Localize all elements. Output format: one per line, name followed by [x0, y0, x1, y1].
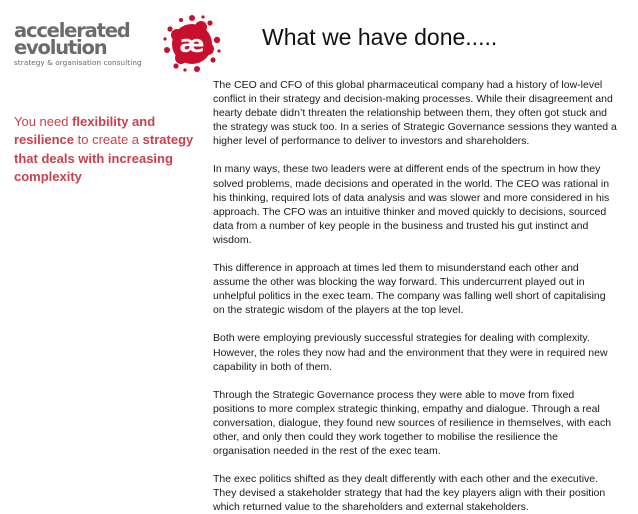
tagline-text-1: You need	[14, 114, 73, 129]
case-study-body	[213, 78, 617, 514]
logo-wordmark-line1: accelerated	[14, 19, 130, 42]
logo-wordmark-line2: evolution	[14, 36, 107, 59]
emblem-glyph: æ	[179, 30, 205, 58]
tagline-emphasis-2: strategy that deals with increasing complexity	[14, 132, 194, 184]
logo-tagline: strategy & organisation consulting	[14, 58, 142, 67]
tagline-emphasis-1: flexibility and resilience	[14, 114, 156, 148]
paragraph: The CEO and CFO of this global pharmaceutical company had a history of low-level conflict in their strategy and decision-making processes. While their disagreement and hearty debate didn’t threaten the relationship between them, they often got stuck and the strategy was stuck too. In a series of Strategic Governance sessions they wanted a higher level of performance to deliver to investors and shareholders.	[213, 79, 617, 148]
paragraph: Both were employing previously successful strategies for dealing with complexity. However, the roles they now had and the environment that they were in required new capability in both of them.	[213, 332, 608, 373]
page-title: What we have done.....	[262, 24, 498, 50]
paragraph: In many ways, these two leaders were at different ends of the spectrum in how they solved problems, made decisions and operated in the world. The CEO was rational in his thinking, required lots of data analysis and was slower and more considered in his approach. The CFO was an intuitive thinker and moved quickly to decisions, sourced data from a number of key people in the business and trusted his gut instinct and wisdom.	[213, 163, 610, 246]
paragraph: The exec politics shifted as they dealt differently with each other and the executive. They devised a stakeholder strategy that had the key players align with their position which returned value to the shareholders and external stakeholders.	[213, 473, 606, 514]
paragraph: Through the Strategic Governance process they were able to move from fixed positions to more complex strategic thinking, empathy and dialogue. Through a real conversation, dialogue, they found new sources of resilience in themselves, with each other, and only then could they work together to mobilise the resilience the organisation needed in the rest of the exec team.	[213, 388, 612, 458]
company-logo	[14, 19, 164, 67]
paragraph: This difference in approach at times led them to misunderstand each other and assume the other was blocking the way forward. This undercurrent played out in unhelpful politics in the exec team. The company was falling well short of capitalising on the strategic wisdom of the players at the top level.	[213, 262, 606, 317]
tagline-text-2: to create a	[74, 132, 143, 148]
sidebar-tagline	[14, 113, 196, 186]
splat-emblem-icon	[163, 14, 221, 72]
